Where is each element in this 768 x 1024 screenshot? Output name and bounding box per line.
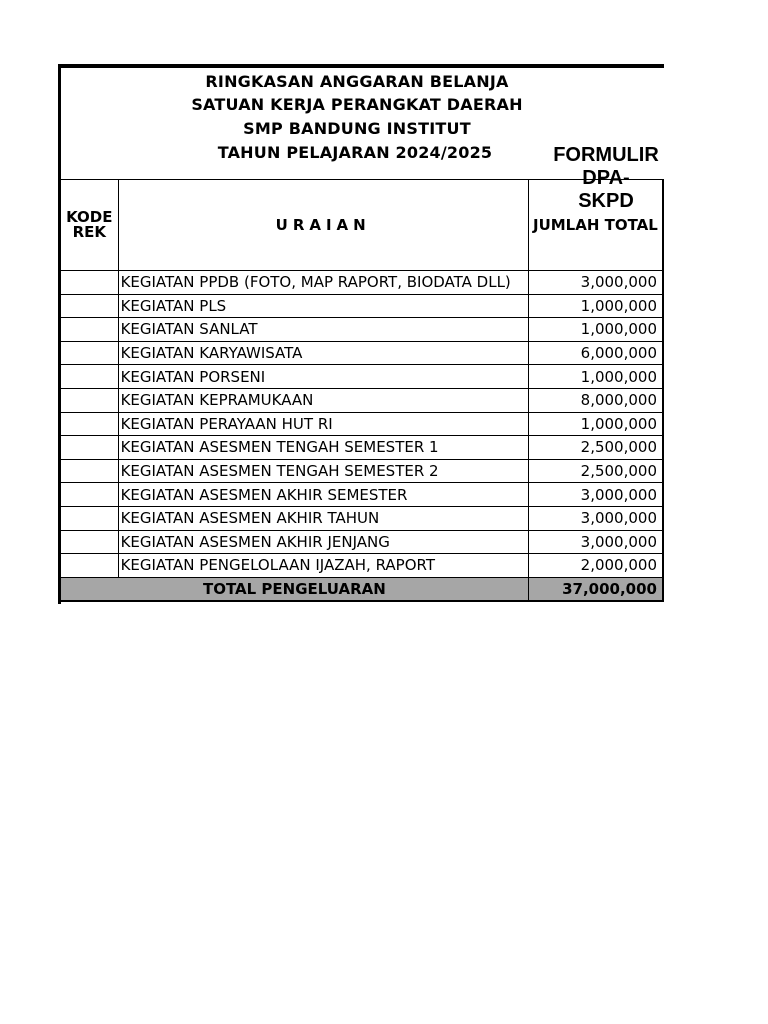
title-line-1: RINGKASAN ANGGARAN BELANJA xyxy=(205,72,509,91)
table-row xyxy=(60,459,664,483)
uraian-cell: KEGIATAN ASESMEN AKHIR JENJANG xyxy=(118,530,528,554)
kode-rek-cell xyxy=(60,271,119,295)
total-label: TOTAL PENGELUARAN xyxy=(60,577,529,601)
form-label-line-2: DPA- xyxy=(582,167,630,189)
uraian-cell: KEGIATAN KARYAWISATA xyxy=(118,341,528,365)
total-row xyxy=(60,577,664,601)
title-line-3: SMP BANDUNG INSTITUT xyxy=(243,119,471,138)
kode-rek-cell xyxy=(60,318,119,342)
table-row xyxy=(60,483,664,507)
table-row xyxy=(60,506,664,530)
jumlah-cell: 1,000,000 xyxy=(528,294,663,318)
uraian-cell: KEGIATAN PENGELOLAAN IJAZAH, RAPORT xyxy=(118,554,528,578)
form-label-line-1: FORMULIR xyxy=(553,144,659,166)
kode-header-line-1: KODE xyxy=(66,208,113,226)
kode-rek-cell xyxy=(60,554,119,578)
jumlah-cell: 6,000,000 xyxy=(528,341,663,365)
kode-rek-cell xyxy=(60,365,119,389)
table-row xyxy=(60,294,664,318)
jumlah-cell: 2,000,000 xyxy=(528,554,663,578)
jumlah-cell: 3,000,000 xyxy=(528,506,663,530)
table-row xyxy=(60,271,664,295)
uraian-cell: KEGIATAN ASESMEN AKHIR SEMESTER xyxy=(118,483,528,507)
uraian-cell: KEGIATAN ASESMEN AKHIR TAHUN xyxy=(118,506,528,530)
jumlah-cell: 2,500,000 xyxy=(528,436,663,460)
kode-rek-cell xyxy=(60,341,119,365)
table-row xyxy=(60,412,664,436)
jumlah-cell: 1,000,000 xyxy=(528,365,663,389)
budget-table xyxy=(58,179,664,602)
uraian-cell: KEGIATAN SANLAT xyxy=(118,318,528,342)
jumlah-cell: 3,000,000 xyxy=(528,483,663,507)
table-row xyxy=(60,341,664,365)
uraian-cell: KEGIATAN KEPRAMUKAAN xyxy=(118,388,528,412)
uraian-cell: KEGIATAN PPDB (FOTO, MAP RAPORT, BIODATA DLL) xyxy=(118,271,528,295)
uraian-cell: KEGIATAN ASESMEN TENGAH SEMESTER 1 xyxy=(118,436,528,460)
table-row xyxy=(60,530,664,554)
uraian-cell: KEGIATAN PORSENI xyxy=(118,365,528,389)
uraian-cell: KEGIATAN PLS xyxy=(118,294,528,318)
kode-rek-cell xyxy=(60,294,119,318)
jumlah-cell: 3,000,000 xyxy=(528,530,663,554)
table-row xyxy=(60,436,664,460)
uraian-cell: KEGIATAN PERAYAAN HUT RI xyxy=(118,412,528,436)
kode-rek-cell xyxy=(60,530,119,554)
kode-rek-cell xyxy=(60,459,119,483)
jumlah-cell: 3,000,000 xyxy=(528,271,663,295)
jumlah-cell: 1,000,000 xyxy=(528,412,663,436)
jumlah-cell: 1,000,000 xyxy=(528,318,663,342)
kode-rek-cell xyxy=(60,483,119,507)
table-row xyxy=(60,318,664,342)
table-row xyxy=(60,554,664,578)
kode-rek-cell xyxy=(60,436,119,460)
kode-rek-cell xyxy=(60,412,119,436)
table-row xyxy=(60,365,664,389)
table-row xyxy=(60,388,664,412)
form-label-line-3: SKPD xyxy=(578,190,634,212)
total-amount: 37,000,000 xyxy=(528,577,663,601)
kode-rek-cell xyxy=(60,506,119,530)
kode-rek-cell xyxy=(60,388,119,412)
title-line-4: TAHUN PELAJARAN 2024/2025 xyxy=(217,143,493,162)
jumlah-total-header: JUMLAH TOTAL xyxy=(528,180,663,271)
kode-rek-header xyxy=(60,180,119,271)
uraian-header: URAIAN xyxy=(118,180,528,271)
title-line-2: SATUAN KERJA PERANGKAT DAERAH xyxy=(191,95,523,114)
jumlah-cell: 2,500,000 xyxy=(528,459,663,483)
header-row xyxy=(60,180,664,271)
jumlah-cell: 8,000,000 xyxy=(528,388,663,412)
kode-header-line-2: REK xyxy=(72,223,106,241)
uraian-cell: KEGIATAN ASESMEN TENGAH SEMESTER 2 xyxy=(118,459,528,483)
